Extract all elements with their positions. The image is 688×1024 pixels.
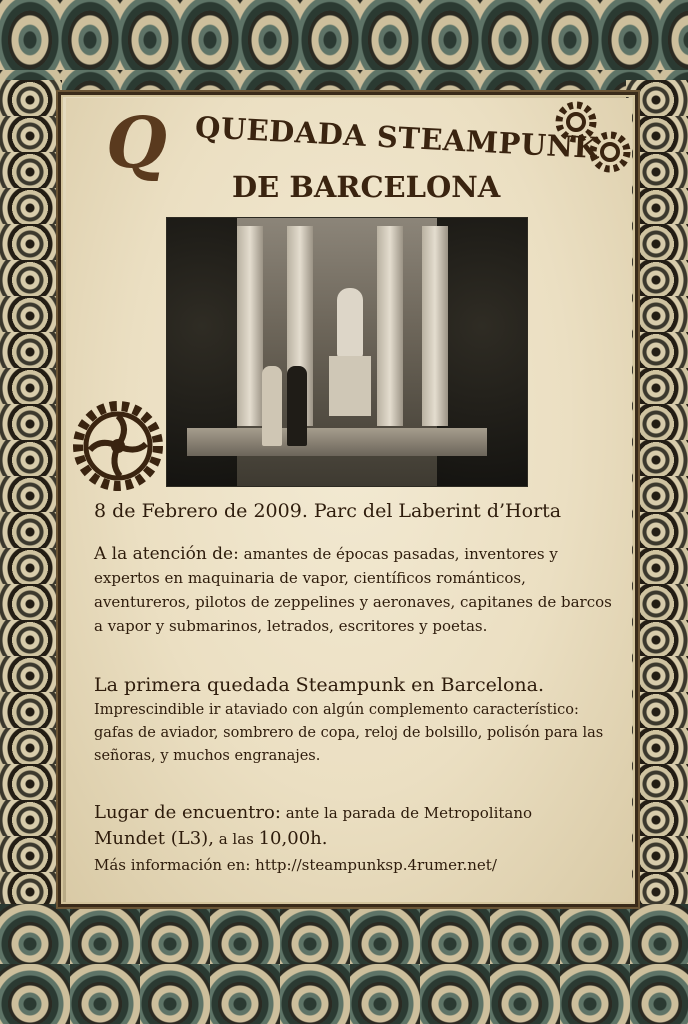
meeting-paragraph xyxy=(94,800,614,878)
more-info-url[interactable]: http://steampunksp.4rumer.net/ xyxy=(250,856,497,874)
meeting-station: Mundet (L3), xyxy=(94,828,214,849)
gear-icon xyxy=(70,398,166,494)
title-line-2: DE BARCELONA xyxy=(232,170,501,204)
ornamental-frame-left xyxy=(0,80,62,920)
title-line-1: QUEDADA STEAMPUNK xyxy=(194,110,601,166)
meeting-lead: Lugar de encuentro: xyxy=(94,802,281,823)
photo-steps xyxy=(187,428,487,456)
photo-statue xyxy=(337,288,363,358)
event-date-place: 8 de Febrero de 2009. Parc del Laberint d’Horta xyxy=(94,500,562,522)
meeting-time: 10,00h. xyxy=(258,828,328,849)
meeting-text: ante la parada de Metropolitano xyxy=(280,804,533,822)
gear-pair-icon xyxy=(552,98,634,178)
vintage-photo xyxy=(166,217,528,487)
photo-figure xyxy=(287,366,307,446)
description-text: Imprescindible ir ataviado con algún complemento característico: gafas de aviador, sombrero de copa, reloj de bolsillo, polisón para las señoras, y muchos engranajes. xyxy=(94,702,604,764)
ornamental-frame-bottom xyxy=(0,904,688,1024)
description-paragraph xyxy=(94,674,614,768)
audience-text: amantes de épocas pasadas, inventores y expertos en maquinaria de vapor, científicos románticos, aventureros, pilotos de zeppelines y aeronaves, capitanes de barcos a vapor y submarinos, letrados, escritores y poetas. xyxy=(94,545,612,635)
more-info-label: Más información en: xyxy=(94,856,251,874)
ornamental-initial: Q xyxy=(106,101,167,184)
photo-column xyxy=(237,226,263,426)
meeting-time-prefix: a las xyxy=(213,830,259,848)
audience-lead: A la atención de: xyxy=(94,544,239,564)
photo-column xyxy=(377,226,403,426)
audience-paragraph xyxy=(94,542,614,638)
photo-figure xyxy=(262,366,282,446)
description-lead: La primera quedada Steampunk en Barcelona. xyxy=(94,674,545,696)
photo-pedestal xyxy=(329,356,371,416)
photo-column xyxy=(422,226,448,426)
ornamental-frame-top xyxy=(0,0,688,92)
